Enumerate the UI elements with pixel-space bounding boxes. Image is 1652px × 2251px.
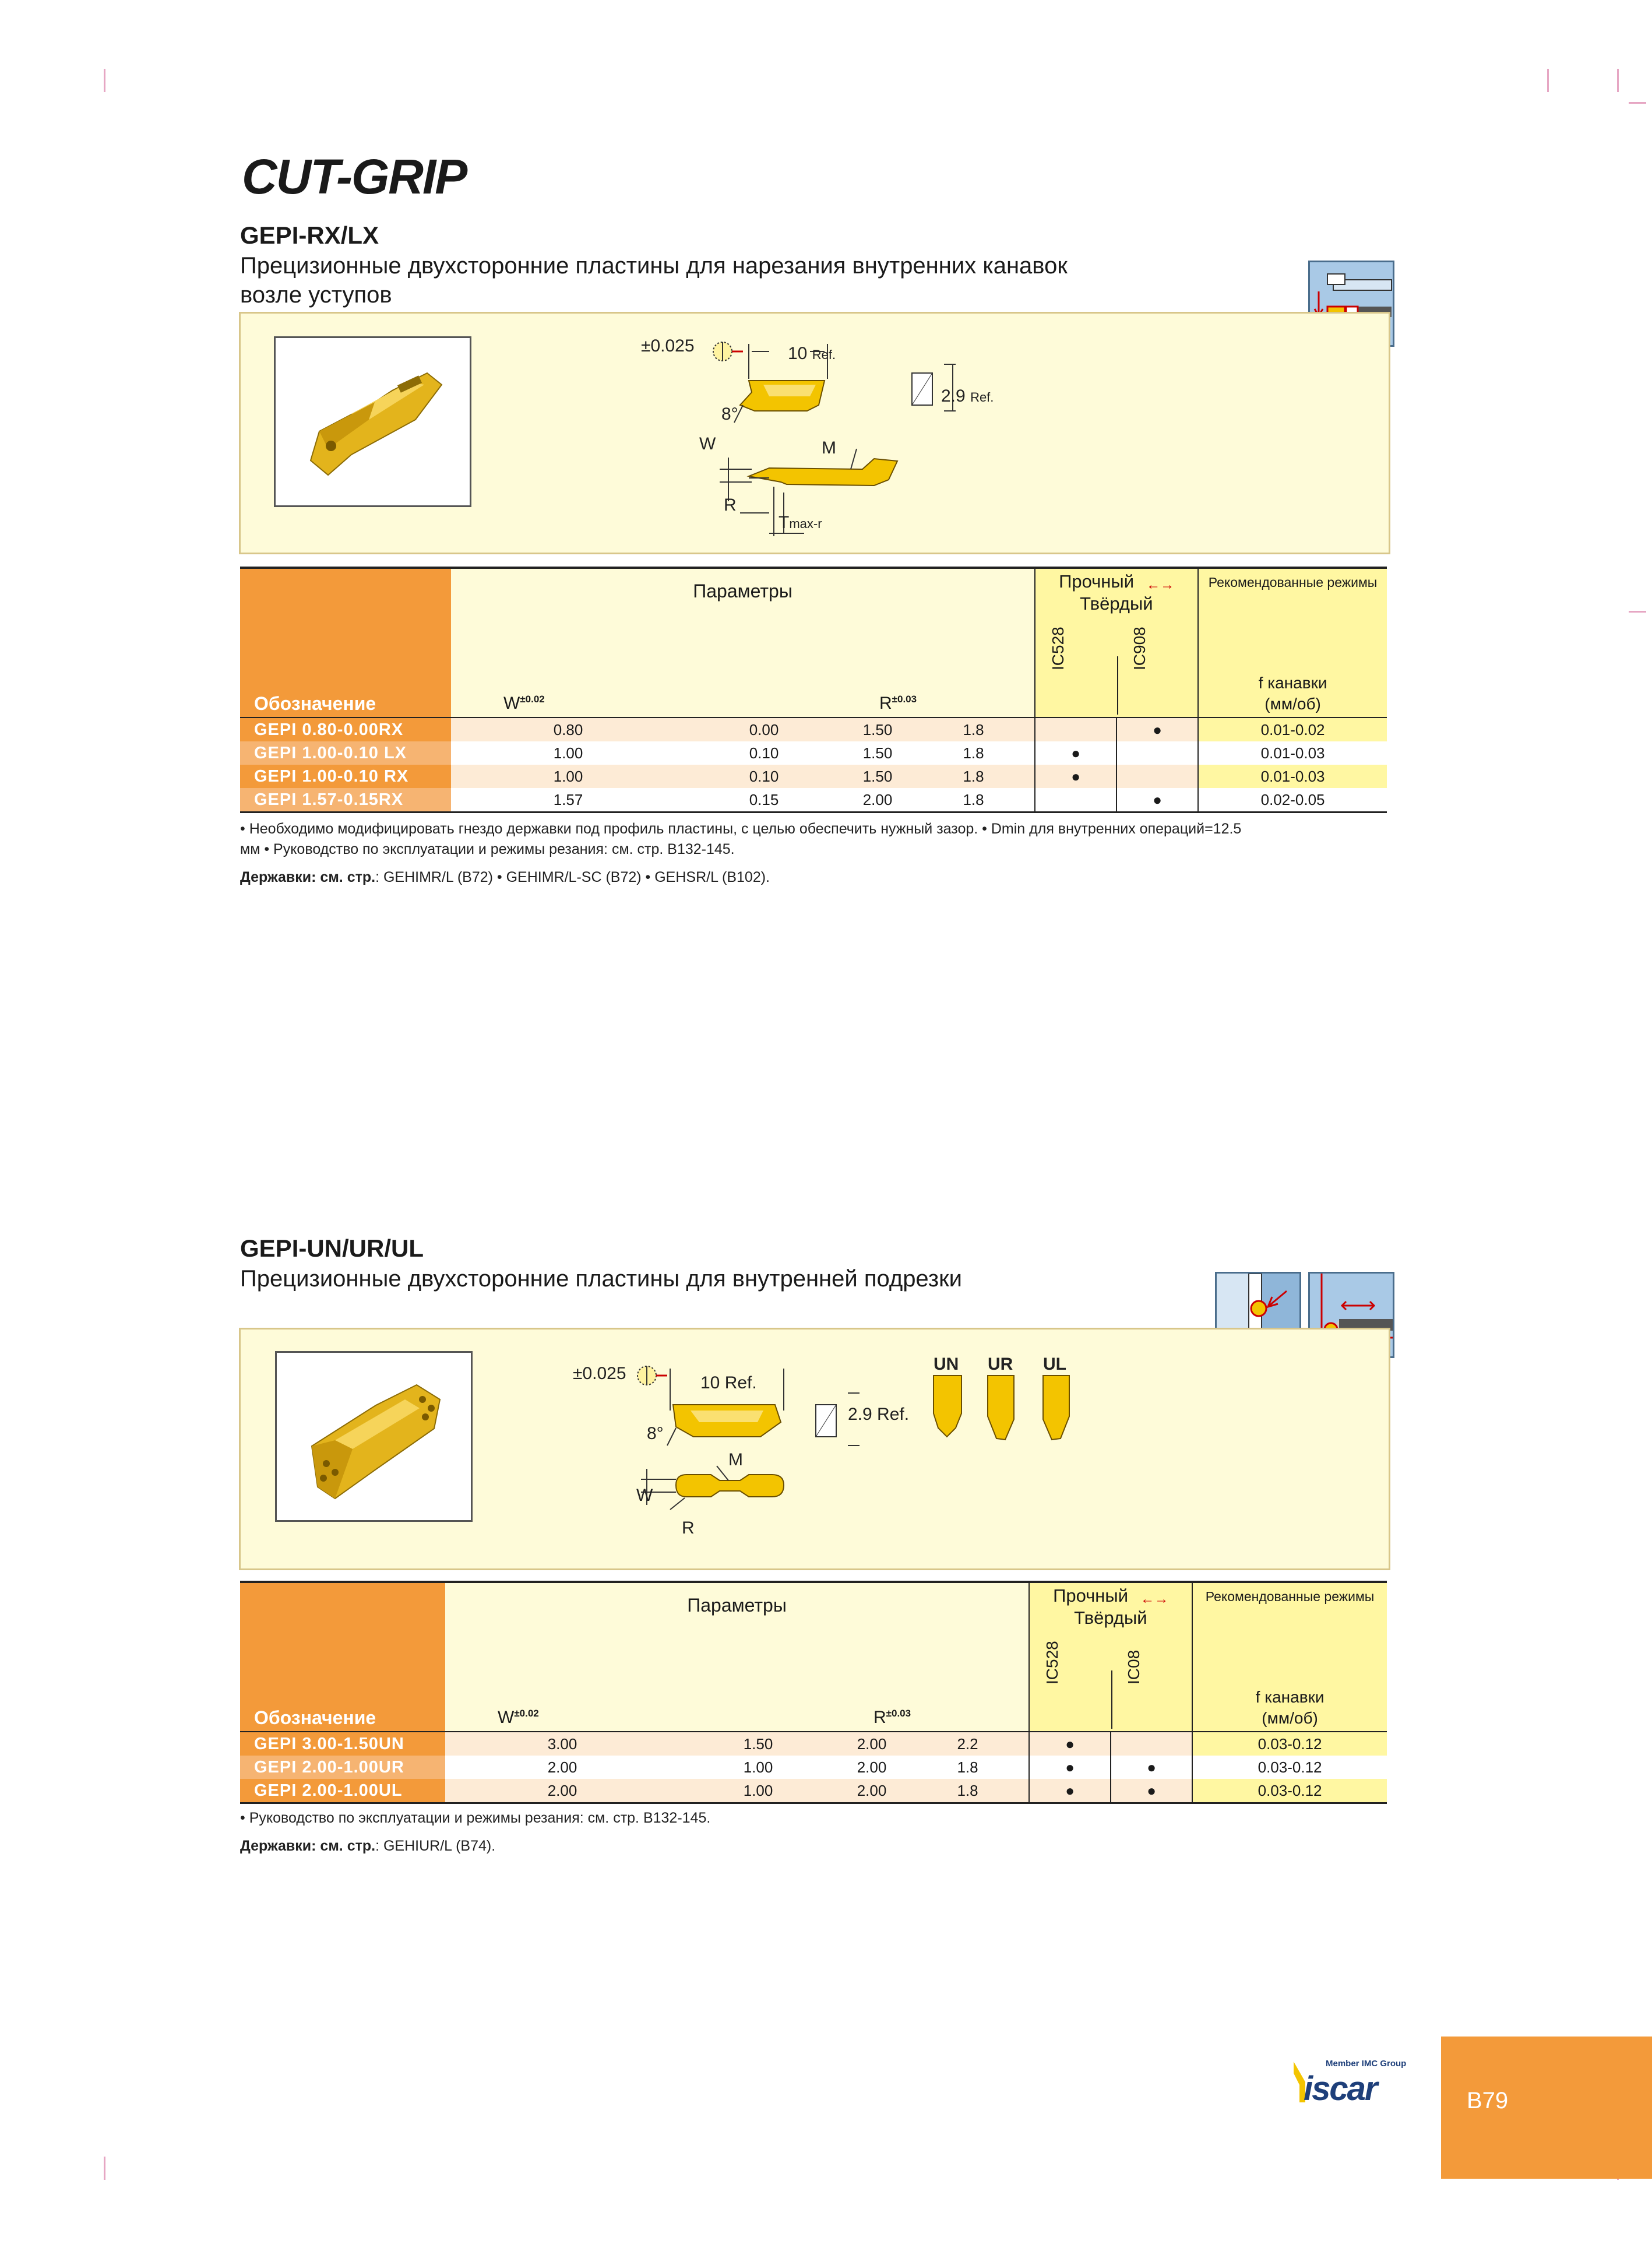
- cell-m: 2.2: [907, 1732, 1029, 1756]
- cut-grip-logo: [242, 149, 466, 205]
- grade-header-bottom: Твёрдый: [1074, 1608, 1147, 1628]
- crop-mark: [104, 2157, 105, 2180]
- params-header-cell: [451, 568, 1035, 717]
- section1-subtitle-2: возле уступов: [240, 282, 392, 308]
- col-w-header: $W^{\pm 0.02}$: [503, 694, 545, 713]
- section2-spec-table: [240, 1581, 1387, 1804]
- arrow-icon: ←→: [1146, 577, 1175, 593]
- cell-f: 0.01-0.03: [1198, 741, 1387, 765]
- ul-label: UL: [1043, 1355, 1066, 1374]
- grade-divider: [1111, 1670, 1112, 1729]
- row-designation: GEPI 2.00-1.00UR: [240, 1756, 445, 1779]
- params-header: Параметры: [687, 1595, 787, 1616]
- cell-f: 0.02-0.05: [1198, 788, 1387, 813]
- m-label-2: M: [728, 1450, 743, 1469]
- recommended-header: Рекомендованные режимы: [1205, 1589, 1375, 1604]
- crop-mark: [1547, 69, 1549, 92]
- col-w-header: $W^{\pm 0.02}$: [498, 1708, 539, 1727]
- angle-label-2: 8°: [647, 1424, 664, 1443]
- grade1-header: IC528: [1043, 1641, 1062, 1684]
- section2-note-1: • Руководство по эксплуатации и режимы резания: см. стр. B132-145.: [240, 1810, 711, 1826]
- row-designation: GEPI 1.57-0.15RX: [240, 788, 451, 813]
- member-text: Member IMC Group: [1326, 2059, 1407, 2069]
- cell-w: 2.00: [445, 1756, 679, 1779]
- cell-m: 1.8: [913, 717, 1035, 741]
- cell-f: 0.03-0.12: [1192, 1732, 1387, 1756]
- section1-title: GEPI-RX/LX: [240, 221, 379, 249]
- cell-grade2: [1116, 741, 1198, 765]
- row-designation: GEPI 1.00-0.10 RX: [240, 765, 451, 788]
- cell-r: 1.00: [679, 1756, 837, 1779]
- row-designation: GEPI 3.00-1.50UN: [240, 1732, 445, 1756]
- section2-holders: Державки: см. стр.: GEHIUR/L (B74).: [240, 1838, 496, 1854]
- row-designation: GEPI 2.00-1.00UL: [240, 1779, 445, 1803]
- f-unit: (мм/об): [1264, 695, 1321, 713]
- angle-label: 8°: [721, 405, 738, 424]
- ref10-label: 10 Ref.: [788, 344, 836, 363]
- params-header: Параметры: [693, 581, 792, 602]
- r-label: R: [724, 495, 737, 515]
- table-row: [240, 788, 1387, 813]
- cell-r: 1.00: [679, 1779, 837, 1803]
- cell-m: 1.8: [913, 765, 1035, 788]
- cell-grade2: ●: [1111, 1756, 1192, 1779]
- cell-grade2: [1111, 1732, 1192, 1756]
- section1-note-1: • Необходимо модифицировать гнездо державки под профиль пластины, с целью обеспечить нужный зазор. • Dmin для внутренних операций=12.5: [240, 821, 1242, 837]
- cell-m: 1.8: [907, 1756, 1029, 1779]
- row-designation: GEPI 1.00-0.10 LX: [240, 741, 451, 765]
- recommended-header-cell: [1192, 1582, 1387, 1732]
- cell-r: 0.10: [685, 765, 843, 788]
- cell-m: 1.8: [913, 741, 1035, 765]
- cell-grade2: ●: [1116, 717, 1198, 741]
- cell-grade1: ●: [1029, 1732, 1111, 1756]
- ref29-label: 2.9 Ref.: [941, 386, 994, 406]
- tolerance-label-2: ±0.025: [573, 1364, 626, 1383]
- grade-divider: [1117, 656, 1118, 715]
- cell-w: 3.00: [445, 1732, 679, 1756]
- cell-t: 1.50: [843, 741, 913, 765]
- page-number: B79: [1467, 2088, 1509, 2113]
- grade-header-top: Прочный: [1059, 571, 1135, 592]
- cell-w: 1.00: [451, 765, 685, 788]
- table-row: [240, 1732, 1387, 1756]
- params-header-cell: [445, 1582, 1029, 1732]
- section1-spec-table: [240, 567, 1387, 813]
- insert-photo-frame-2: [275, 1351, 473, 1522]
- insert-photo: [276, 338, 470, 505]
- designation-header: Обозначение: [240, 568, 451, 717]
- cell-r: 0.15: [685, 788, 843, 813]
- f-unit: (мм/об): [1262, 1709, 1318, 1727]
- col-r-header: $R^{\pm 0.03}$: [873, 1708, 911, 1727]
- cell-grade2: ●: [1116, 788, 1198, 813]
- cell-r: 0.00: [685, 717, 843, 741]
- crop-mark: [1617, 69, 1619, 92]
- ref10-label-2: 10 Ref.: [700, 1373, 757, 1392]
- col-r-header: $R^{\pm 0.03}$: [879, 694, 917, 713]
- ur-label: UR: [988, 1355, 1013, 1374]
- tmax-label: Tmax-r: [779, 513, 822, 532]
- row-designation: GEPI 0.80-0.00RX: [240, 717, 451, 741]
- grade2-header: IC908: [1130, 627, 1149, 670]
- section1-note-2: мм • Руководство по эксплуатации и режимы резания: см. стр. B132-145.: [240, 841, 735, 857]
- cell-w: 2.00: [445, 1779, 679, 1803]
- designation-header: Обозначение: [240, 1582, 445, 1732]
- insert-photo-frame: [274, 336, 471, 507]
- w-label: W: [699, 434, 716, 453]
- r-label-2: R: [682, 1518, 695, 1538]
- cell-m: 1.8: [907, 1779, 1029, 1803]
- table-row: [240, 1756, 1387, 1779]
- recommended-header: Рекомендованные режимы: [1208, 575, 1378, 590]
- brand-text: iscar: [1304, 2070, 1377, 2108]
- arrow-icon: ←→: [1140, 1591, 1169, 1607]
- section2-subtitle-1: Прецизионные двухсторонние пластины для внутренней подрезки: [240, 1266, 962, 1292]
- cell-f: 0.03-0.12: [1192, 1756, 1387, 1779]
- cell-t: 2.00: [837, 1779, 907, 1803]
- cell-w: 0.80: [451, 717, 685, 741]
- table-row: [240, 1779, 1387, 1803]
- f-header: f канавки: [1258, 674, 1327, 692]
- crop-mark: [1629, 611, 1646, 613]
- cell-r: 1.50: [679, 1732, 837, 1756]
- cell-m: 1.8: [913, 788, 1035, 813]
- cell-t: 2.00: [837, 1732, 907, 1756]
- section2-title: GEPI-UN/UR/UL: [240, 1234, 424, 1262]
- table-row: [240, 717, 1387, 741]
- crop-mark: [1629, 102, 1646, 104]
- cell-f: 0.03-0.12: [1192, 1779, 1387, 1803]
- grade-header-top: Прочный: [1053, 1585, 1129, 1606]
- cell-grade2: ●: [1111, 1779, 1192, 1803]
- grade-header-cell: [1035, 568, 1198, 717]
- cell-grade1: ●: [1035, 741, 1116, 765]
- cell-t: 2.00: [843, 788, 913, 813]
- m-label: M: [822, 438, 836, 458]
- cell-f: 0.01-0.02: [1198, 717, 1387, 741]
- grade2-header: IC08: [1125, 1649, 1143, 1684]
- grade1-header: IC528: [1049, 627, 1068, 670]
- cell-r: 0.10: [685, 741, 843, 765]
- cell-w: 1.57: [451, 788, 685, 813]
- grade-header-cell: [1029, 1582, 1192, 1732]
- cell-t: 1.50: [843, 717, 913, 741]
- cell-grade2: [1116, 765, 1198, 788]
- cell-grade1: ●: [1029, 1756, 1111, 1779]
- cell-grade1: ●: [1029, 1779, 1111, 1803]
- cell-grade1: [1035, 788, 1116, 813]
- page-number-tab: [1441, 2037, 1652, 2179]
- section2-technical-drawing: [559, 1352, 1107, 1550]
- ref29-label-2: 2.9 Ref.: [848, 1405, 910, 1424]
- cell-w: 1.00: [451, 741, 685, 765]
- logo-text: CUT-GRIP: [242, 149, 467, 204]
- w-label-2: W: [636, 1486, 653, 1505]
- section1-holders: Державки: см. стр.: GEHIMR/L (B72) • GEHIMR/L-SC (B72) • GEHSR/L (B102).: [240, 869, 770, 885]
- cell-t: 1.50: [843, 765, 913, 788]
- un-label: UN: [934, 1355, 959, 1374]
- cell-t: 2.00: [837, 1756, 907, 1779]
- grade-header-bottom: Твёрдый: [1080, 593, 1153, 614]
- tolerance-label: ±0.025: [641, 336, 695, 356]
- cell-grade1: [1035, 717, 1116, 741]
- cell-f: 0.01-0.03: [1198, 765, 1387, 788]
- recommended-header-cell: [1198, 568, 1387, 717]
- section1-subtitle-1: Прецизионные двухсторонние пластины для нарезания внутренних канавок: [240, 253, 1068, 279]
- table-row: [240, 741, 1387, 765]
- cell-grade1: ●: [1035, 765, 1116, 788]
- iscar-logo: [1291, 2059, 1413, 2108]
- f-header: f канавки: [1255, 1688, 1325, 1706]
- crop-mark: [104, 69, 105, 92]
- insert-photo: [277, 1353, 471, 1520]
- table-row: [240, 765, 1387, 788]
